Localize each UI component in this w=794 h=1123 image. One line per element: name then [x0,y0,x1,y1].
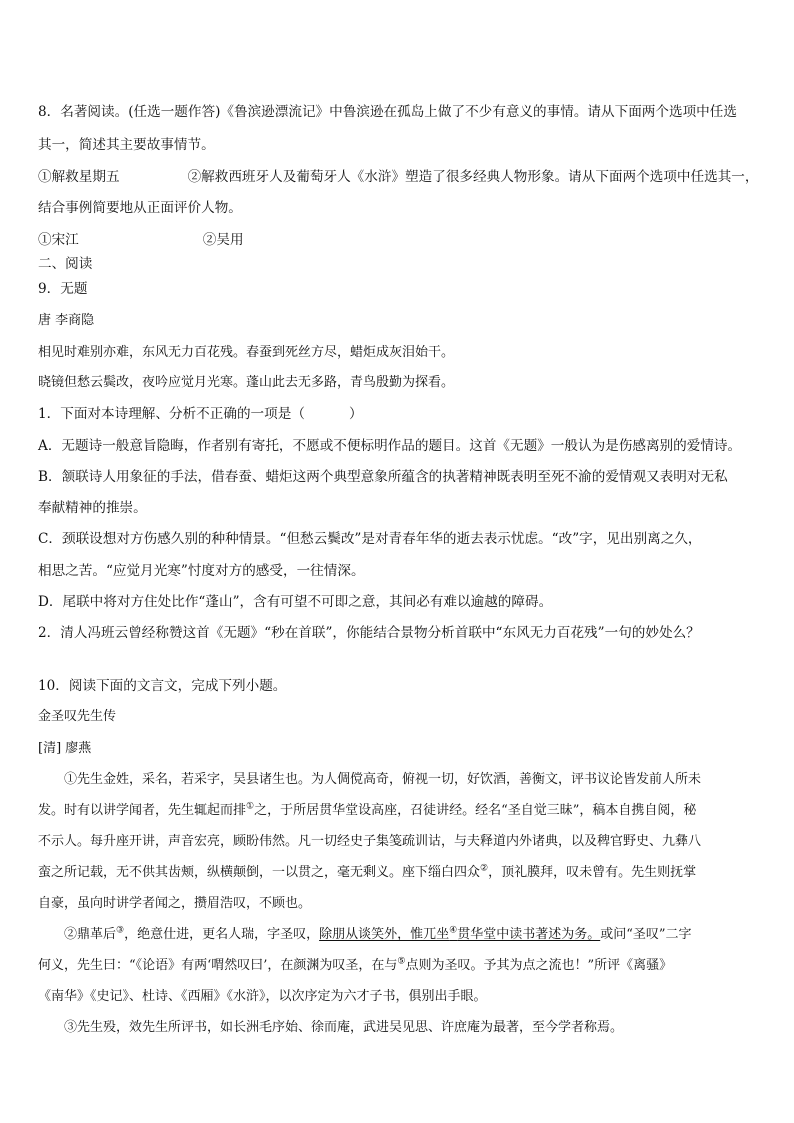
option-c-line1: C．颈联设想对方伤感久别的种种情景。“但愁云鬓改”是对青春年华的逝去表示忧虑。“改”字，见出别离之久， [38,531,702,547]
q8-line2: 其一，简述其主要故事情节。 [38,137,215,153]
footnote-mark: ③ [116,925,125,936]
underlined-sentence: 除朋从谈笑外，惟兀坐④贯华堂中读书著述为务。 [319,925,601,942]
passage-p2-line2: 何义，先生曰：“《论语》有两‘喟然叹曰’，在颜渊为叹圣，在与⑤点则为圣叹。予其为点之流也！”所评《离骚》 [38,956,673,973]
q8-option-4: ②吴用 [202,232,244,248]
option-a: A．无题诗一般意旨隐晦，作者别有寄托，不愿或不便标明作品的题目。这首《无题》一般认为是伤感离别的爱情诗。 [38,438,742,454]
passage-p1-line2: 发。时有以讲学闻者，先生辄起而排①之，于所居贯华堂设高座，召徒讲经。经名“圣自觉三昧”，稿本自携自阅，秘 [38,801,697,818]
passage-author: [清] 廖燕 [38,741,92,756]
footnote-mark: ① [246,801,255,812]
poem-line-1: 相见时难别亦难，东风无力百花残。春蚕到死丝方尽，蜡炬成灰泪始干。 [38,345,455,360]
passage-p3-line1: ③先生殁，效先生所评书，如长洲毛序始、徐而庵，武进吴见思、许庶庵为最著，至今学者称焉。 [64,1020,624,1035]
q8-option-1: ①解救星期五 [38,169,120,185]
q8-options-row2 [38,231,760,249]
footnote-mark: ② [480,863,489,874]
passage-p2-line1: ②鼎革后③，绝意仕进，更名人瑞，字圣叹，除朋从谈笑外，惟兀坐④贯华堂中读书著述为务。或问“圣叹”二字 [64,925,692,942]
passage-title: 金圣叹先生传 [38,709,117,724]
q8-option-2: ②解救西班牙人及葡萄牙人《水浒》塑造了很多经典人物形象。请从下面两个选项中任选其一， [187,169,759,185]
poem-author: 唐 李商隐 [38,313,95,328]
q9-sub2: 2．清人冯班云曾经称赞这首《无题》“秒在首联”，你能结合景物分析首联中“东风无力百花残”一句的妙处么？ [38,625,700,641]
footnote-mark: ④ [449,925,458,936]
footnote-mark: ⑤ [397,956,406,967]
option-b-line1: B．颔联诗人用象征的手法，借春蚕、蜡炬这两个典型意象所蕴含的执著精神既表明至死不渝的爱情观又表明对无私 [38,469,728,485]
section-heading: 二、阅读 [38,256,93,272]
q8-option-3: ①宋江 [38,232,79,248]
poem-line-2: 晓镜但愁云鬓改，夜吟应觉月光寒。蓬山此去无多路，青鸟殷勤为探看。 [38,375,455,390]
passage-p1-line3: 不示人。每升座开讲，声音宏亮，顾盼伟然。凡一切经史子集笺疏训诂，与夫释道内外诸典，以及稗官野史、九彝八 [38,834,702,849]
option-c-line2: 相思之苦。“应觉月光寒”忖度对方的感受，一往情深。 [38,563,365,579]
passage-p1-line4: 蛮之所记载，无不供其齿颊，纵横颠倒，一以贯之，毫无剩义。座下缁白四众②，顶礼膜拜，叹未曾有。先生则抚掌 [38,863,697,880]
q8-option-2-cont: 结合事例简要地从正面评价人物。 [38,200,242,216]
q8-line1: 8．名著阅读。(任选一题作答)《鲁滨逊漂流记》中鲁滨逊在孤岛上做了不少有意义的事情。请从下面两个选项中任选 [38,104,737,120]
q8-options-row1 [38,168,760,186]
passage-p1-line1: ①先生金姓，采名，若采字，吴县诸生也。为人倜傥高奇，俯视一切，好饮酒，善衡文，评书议论皆发前人所未 [64,772,702,787]
passage-p2-line3: 《南华》《史记》、杜诗、《西厢》《水浒》，以次序定为六才子书，俱别出手眼。 [38,989,487,1004]
q9-sub1: 1．下面对本诗理解、分析不正确的一项是（ ） [38,406,363,422]
passage-p1-line5: 自豪，虽向时讲学者闻之，攒眉浩叹，不顾也。 [38,896,312,911]
q10-heading: 10．阅读下面的文言文，完成下列小题。 [38,678,287,694]
q9-heading: 9．无题 [38,281,88,297]
option-d: D．尾联中将对方住处比作“蓬山”，含有可望不可即之意，其间必有难以逾越的障碍。 [38,594,553,610]
option-b-line2: 奉献精神的推崇。 [38,500,147,516]
